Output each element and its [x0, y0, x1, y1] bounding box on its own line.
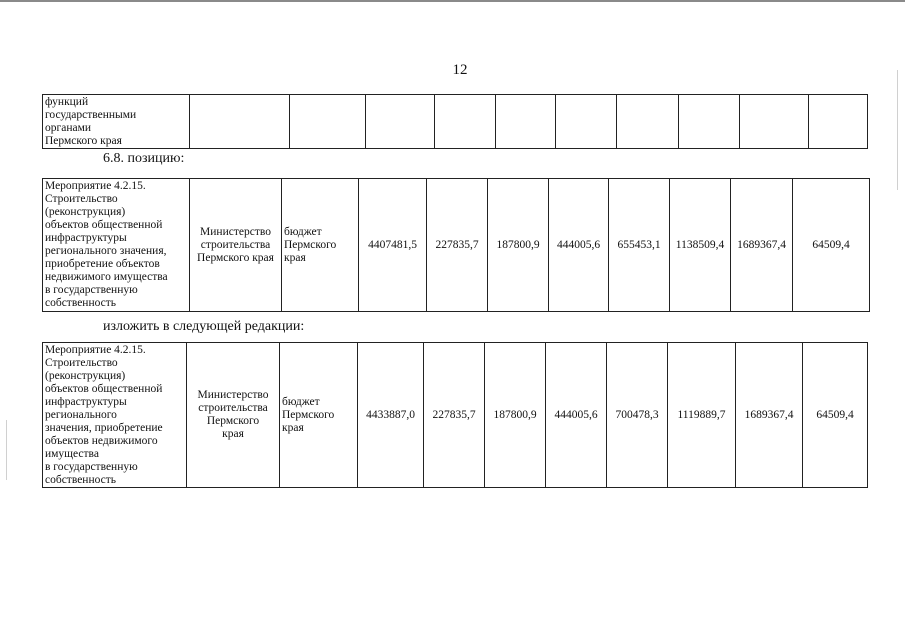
new-value-7: 1689367,4: [736, 343, 803, 488]
new-desc-line: значения, приобретение: [45, 422, 163, 434]
new-value-3: 187800,9: [485, 343, 546, 488]
empty-cell: [679, 95, 740, 149]
new-source-line: края: [282, 421, 304, 434]
old-executor-cell: [190, 179, 282, 312]
scan-edge-mark: [897, 70, 898, 190]
old-desc-line: объектов общественной: [45, 219, 163, 231]
new-source-cell: [280, 343, 358, 488]
old-value-8: 64509,4: [793, 179, 870, 312]
continuation-line: функций: [45, 96, 89, 108]
new-description-cell: [43, 343, 187, 488]
old-position-table: [42, 178, 870, 312]
continuation-line: органами: [45, 122, 92, 134]
new-value-5: 700478,3: [607, 343, 668, 488]
new-position-table: [42, 342, 868, 488]
new-value-2: 227835,7: [424, 343, 485, 488]
old-executor-line: Министерство: [200, 225, 271, 238]
old-desc-line: регионального значения,: [45, 245, 167, 257]
new-desc-line: инфраструктуры: [45, 396, 127, 408]
old-executor-line: строительства: [200, 238, 271, 251]
new-desc-line: объектов общественной: [45, 383, 163, 395]
old-source-cell: [282, 179, 359, 312]
scan-edge-mark: [6, 420, 7, 480]
new-desc-line: (реконструкция): [45, 370, 126, 382]
new-desc-line: Строительство: [45, 357, 118, 369]
continuation-line: государственными: [45, 109, 137, 121]
new-executor-cell: [187, 343, 280, 488]
old-desc-line: приобретение объектов: [45, 258, 160, 270]
old-value-total: 4407481,5: [359, 179, 427, 312]
empty-cell: [617, 95, 679, 149]
new-executor-line: Пермского: [206, 415, 260, 427]
empty-cell: [740, 95, 809, 149]
old-executor-line: Пермского края: [197, 251, 274, 264]
old-value-3: 187800,9: [488, 179, 549, 312]
empty-cell: [496, 95, 556, 149]
new-desc-line: имущества: [45, 448, 99, 460]
new-executor-line: края: [222, 428, 244, 440]
old-desc-line: в государственную: [45, 284, 138, 296]
new-executor-line: Министерство: [197, 389, 269, 401]
old-desc-line: Мероприятие 4.2.15.: [45, 180, 146, 192]
empty-cell: [809, 95, 868, 149]
empty-cell: [366, 95, 435, 149]
old-value-2: 227835,7: [427, 179, 488, 312]
new-value-4: 444005,6: [546, 343, 607, 488]
old-source-line: Пермского: [284, 238, 337, 251]
section-heading-6-8: 6.8. позицию:: [103, 151, 185, 166]
new-source-line: Пермского: [282, 408, 335, 421]
old-source-line: края: [284, 251, 306, 264]
new-value-total: 4433887,0: [358, 343, 424, 488]
continuation-line: Пермского края: [45, 135, 122, 147]
new-desc-line: объектов недвижимого: [45, 435, 158, 447]
old-desc-line: собственность: [45, 297, 117, 309]
old-value-5: 655453,1: [609, 179, 670, 312]
old-desc-line: инфраструктуры: [45, 232, 127, 244]
section-heading-new-edition: изложить в следующей редакции:: [103, 319, 305, 334]
new-value-8: 64509,4: [803, 343, 868, 488]
new-desc-line: в государственную: [45, 461, 138, 473]
old-value-4: 444005,6: [549, 179, 609, 312]
new-executor-line: строительства: [198, 402, 268, 414]
new-desc-line: собственность: [45, 474, 117, 486]
old-desc-line: недвижимого имущества: [45, 271, 168, 283]
continuation-description-cell: [43, 95, 190, 149]
old-source-line: бюджет: [284, 225, 322, 238]
new-value-6: 1119889,7: [668, 343, 736, 488]
old-value-6: 1138509,4: [670, 179, 731, 312]
continuation-table: [42, 94, 868, 149]
old-description-cell: [43, 179, 190, 312]
old-desc-line: (реконструкция): [45, 206, 126, 218]
new-source-line: бюджет: [282, 395, 320, 408]
empty-cell: [190, 95, 290, 149]
new-desc-line: Мероприятие 4.2.15.: [45, 344, 146, 356]
empty-cell: [556, 95, 617, 149]
new-desc-line: регионального: [45, 409, 117, 421]
old-desc-line: Строительство: [45, 193, 118, 205]
empty-cell: [290, 95, 366, 149]
scan-top-edge: [0, 0, 905, 2]
empty-cell: [435, 95, 496, 149]
page-number: 12: [452, 62, 468, 78]
old-value-7: 1689367,4: [731, 179, 793, 312]
